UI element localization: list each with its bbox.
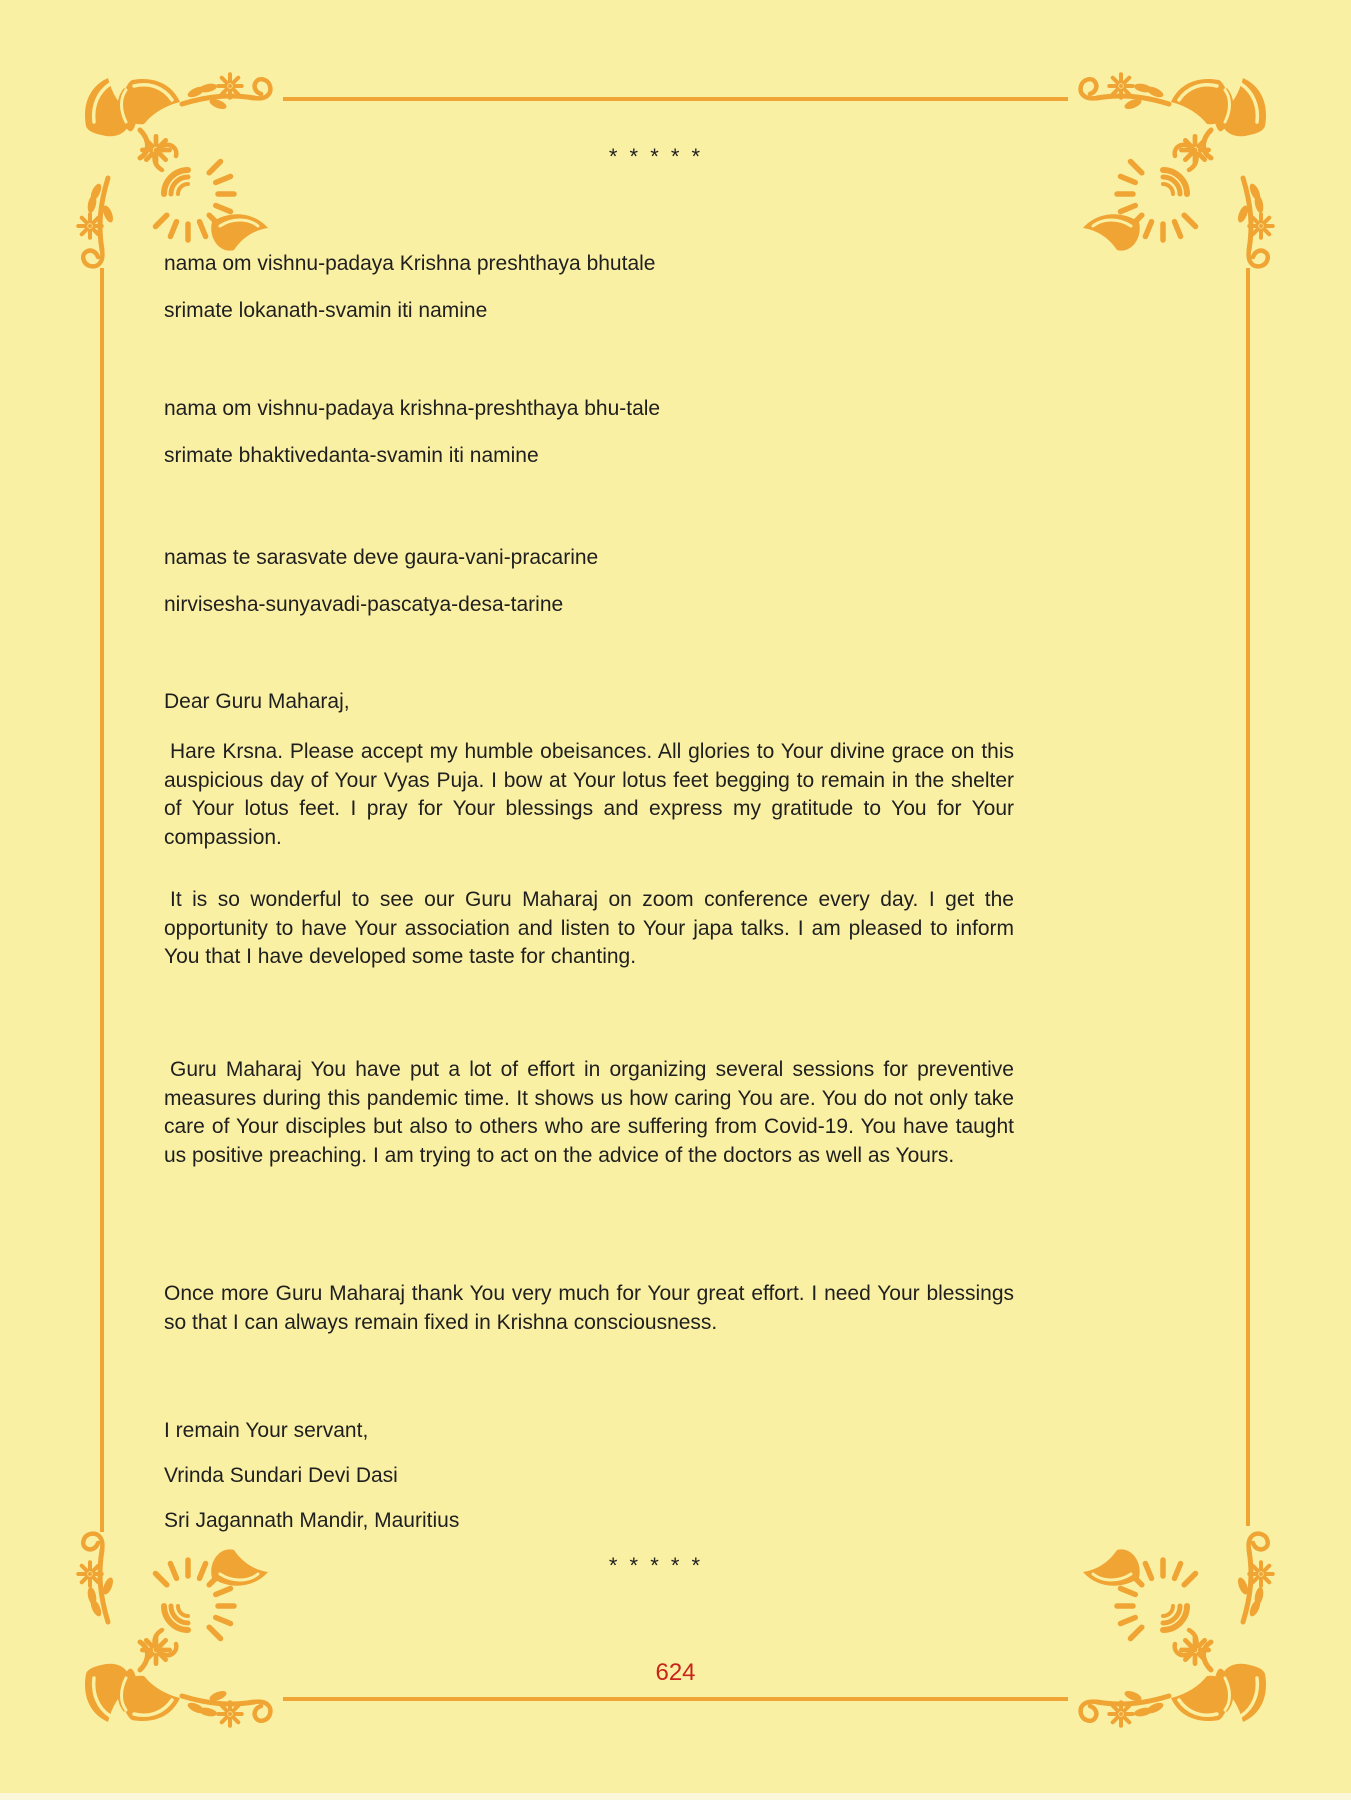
signature-name: Vrinda Sundari Devi Dasi (164, 1464, 398, 1487)
letter-paragraph-2: It is so wonderful to see our Guru Maharaj on zoom conference every day. I get the opportunity to have Your association and listen to Your japa talks. I am pleased to inform You that I have developed some taste for chanting. (164, 888, 1014, 968)
page-bottom-edge (0, 1793, 1351, 1800)
separator-stars-bottom: * * * * * (608, 1553, 704, 1578)
letter-salutation: Dear Guru Maharaj, (164, 690, 350, 713)
separator-stars-top: * * * * * (608, 144, 704, 169)
signature-place: Sri Jagannath Mandir, Mauritius (164, 1509, 460, 1532)
verse-3 (164, 534, 598, 628)
page-number: 624 (655, 1659, 696, 1686)
verse-line: nama om vishnu-padaya krishna-preshthaya bhu-tale (164, 397, 661, 420)
verse-2 (164, 385, 660, 479)
verse-line: nama om vishnu-padaya Krishna preshthaya bhutale (164, 252, 656, 275)
verse-line: srimate lokanath-svamin iti namine (164, 299, 488, 322)
signature-closing: I remain Your servant, (164, 1419, 369, 1442)
verse-line: srimate bhaktivedanta-svamin iti namine (164, 444, 539, 467)
verse-1 (164, 240, 655, 334)
verse-line: namas te sarasvate deve gaura-vani-pracarine (164, 546, 599, 569)
letter-paragraph-1: Hare Krsna. Please accept my humble obeisances. All glories to Your divine grace on this auspicious day of Your Vyas Puja. I bow at Your lotus feet begging to remain in the shelter of Your lotus feet. I pray for Your blessings and express my gratitude to You for Your compassion. (164, 740, 1014, 849)
border-line-left (100, 268, 104, 1532)
letter-paragraph-3: Guru Maharaj You have put a lot of effort in organizing several sessions for preventive measures during this pandemic time. It shows us how caring You are. You do not only take care of Your disciples but also to others who are suffering from Covid-19. You have taught us positive preaching. I am trying to act on the advice of the doctors as well as Yours. (164, 1058, 1014, 1167)
border-line-bottom (283, 1697, 1068, 1701)
border-line-top (283, 97, 1068, 101)
letter-paragraph-4: Once more Guru Maharaj thank You very much for Your great effort. I need Your blessings so that I can always remain fixed in Krishna consciousness. (164, 1282, 1014, 1334)
border-line-right (1246, 268, 1250, 1526)
signature-block (164, 1408, 459, 1543)
corner-ornament-top-right (1069, 66, 1281, 278)
verse-line: nirvisesha-sunyavadi-pascatya-desa-tarine (164, 593, 564, 616)
